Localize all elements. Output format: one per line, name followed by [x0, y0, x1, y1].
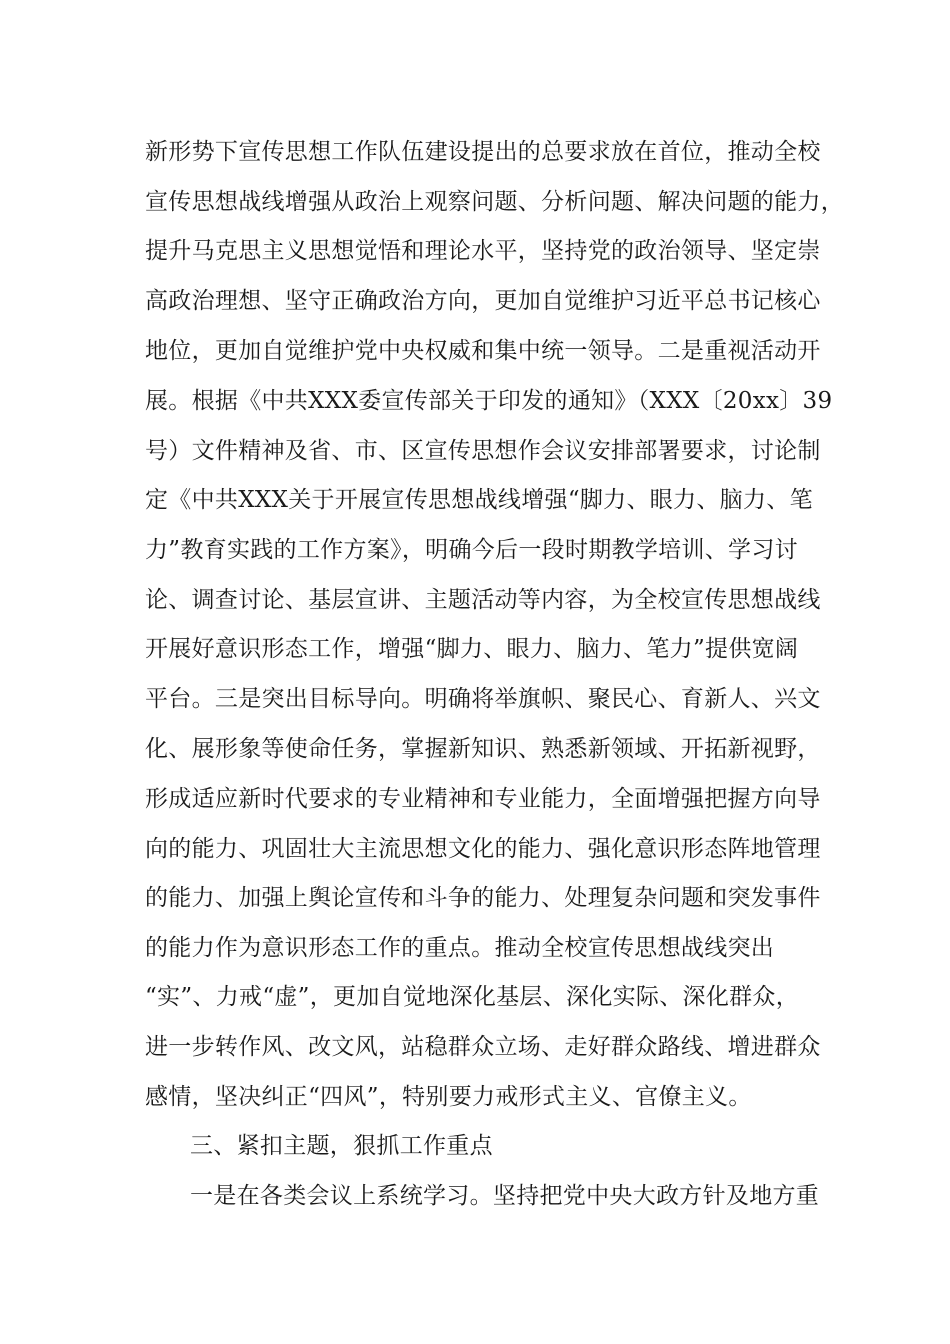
paragraph-line: 定《中共XXX关于开展宣传思想战线增强“脚力、眼力、脑力、笔: [145, 487, 813, 513]
paragraph-line: 一是在各类会议上系统学习。坚持把党中央大政方针及地方重: [190, 1183, 820, 1209]
paragraph-line: 论、调查讨论、基层宣讲、主题活动等内容，为全校宣传思想战线: [145, 587, 821, 613]
paragraph-line: 平台。三是突出目标导向。明确将举旗帜、聚民心、育新人、兴文: [145, 686, 821, 712]
paragraph-line: 开展好意识形态工作，增强“脚力、眼力、脑力、笔力”提供宽阔: [145, 636, 799, 662]
section-heading: 三、紧扣主题，狠抓工作重点: [190, 1133, 493, 1159]
paragraph-line: 的能力、加强上舆论宣传和斗争的能力、处理复杂问题和突发事件: [145, 885, 821, 911]
paragraph-line: 进一步转作风、改文风，站稳群众立场、走好群众路线、增进群众: [145, 1034, 821, 1060]
paragraph-line: 形成适应新时代要求的专业精神和专业能力，全面增强把握方向导: [145, 786, 821, 812]
paragraph-line: 地位，更加自觉维护党中央权威和集中统一领导。二是重视活动开: [145, 338, 821, 364]
paragraph-line: 向的能力、巩固壮大主流思想文化的能力、强化意识形态阵地管理: [145, 836, 821, 862]
paragraph-line: 感情，坚决纠正“四风”，特别要力戒形式主义、官僚主义。: [145, 1084, 752, 1110]
paragraph-line: 力”教育实践的工作方案》，明确今后一段时期教学培训、学习讨: [145, 537, 798, 563]
paragraph-line: 宣传思想战线增强从政治上观察问题、分析问题、解决问题的能力，: [145, 189, 844, 215]
paragraph-line: 新形势下宣传思想工作队伍建设提出的总要求放在首位，推动全校: [145, 139, 821, 165]
paragraph-line: “实”、力戒“虚”，更加自觉地深化基层、深化实际、深化群众，: [145, 984, 800, 1010]
paragraph-line: 提升马克思主义思想觉悟和理论水平，坚持党的政治领导、坚定崇: [145, 238, 821, 264]
paragraph-line: 高政治理想、坚守正确政治方向，更加自觉维护习近平总书记核心: [145, 288, 821, 314]
paragraph-line: 展。根据《中共XXX委宣传部关于印发的通知》（XXX〔20xx〕39: [145, 388, 833, 414]
paragraph-line: 的能力作为意识形态工作的重点。推动全校宣传思想战线突出: [145, 935, 775, 961]
paragraph-line: 号）文件精神及省、市、区宣传思想作会议安排部署要求，讨论制: [145, 438, 821, 464]
paragraph-line: 化、展形象等使命任务，掌握新知识、熟悉新领域、开拓新视野，: [145, 736, 821, 762]
